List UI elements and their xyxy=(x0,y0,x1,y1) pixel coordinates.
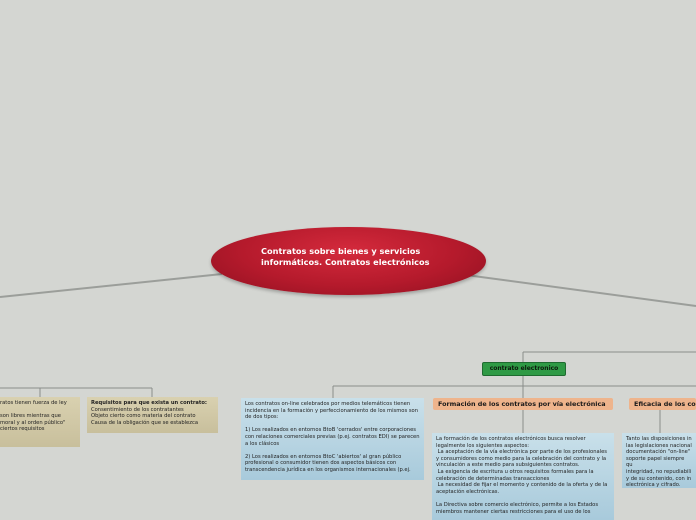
formacion-note: La formación de los contratos electrónicos busca resolver legalmente los siguientes aspectos: La aceptación de la vía electrónica por parte de los profesionales y consumidores como medio para la celebración del contrato y la vinculación a este medio para subsiguientes contratos. La exigencia de escritura u otros requisitos formales para la celebración de determinadas transacciones La necesidad de fijar el momento y contenido de la oferta y de la aceptación electrónicas. La Directiva sobre comercio electrónico, permite a los Estados miembros mantener ciertas restricciones para el uso de los xyxy=(432,433,614,520)
requisitos-title: Requisitos para que exista un contrato: xyxy=(91,400,208,406)
requisitos-note xyxy=(87,397,218,433)
eficacia-note: Tanto las disposiciones in las legislaciones nacional documentación "on-line" soporte papel siempre qu integridad, no repudiabili y de su contenido, con in electrónica y cifrado. xyxy=(622,433,696,488)
fuerza-ley-note: ratos tienen fuerza de ley son libres mientras que moral y al orden público" ciertos requisitos xyxy=(0,397,80,447)
contratos-online-note: Los contratos on-line celebrados por medios telemáticos tienen incidencia en la formación y perfeccionamiento de los mismos son de dos tipos: 1) Los realizados en entornos BtoB 'cerrados' entre corporaciones con relaciones comerciales previas (p.ej. contratos EDI) se parecen a los clásicos 2) Los realizados en entornos BtoC 'abiertos' al gran público profesional o consumidor tienen dos aspectos básicos con transcendencia jurídica en los organismos internacionales (p.ej. xyxy=(241,398,424,480)
central-topic-title: Contratos sobre bienes y servicios informáticos. Contratos electrónicos xyxy=(261,246,430,268)
requisitos-body: Consentimiento de los contratantes Objeto cierto como materia del contrato Causa de la obligación que se establezca xyxy=(91,406,198,426)
link-root-left xyxy=(0,274,222,297)
eficacia-topic[interactable]: Eficacia de los co xyxy=(629,398,696,410)
formacion-topic[interactable]: Formación de los contratos por vía electrónica xyxy=(433,398,613,410)
link-root-right xyxy=(466,275,696,306)
contrato-electronico-node[interactable]: contrato electronico xyxy=(482,362,566,376)
